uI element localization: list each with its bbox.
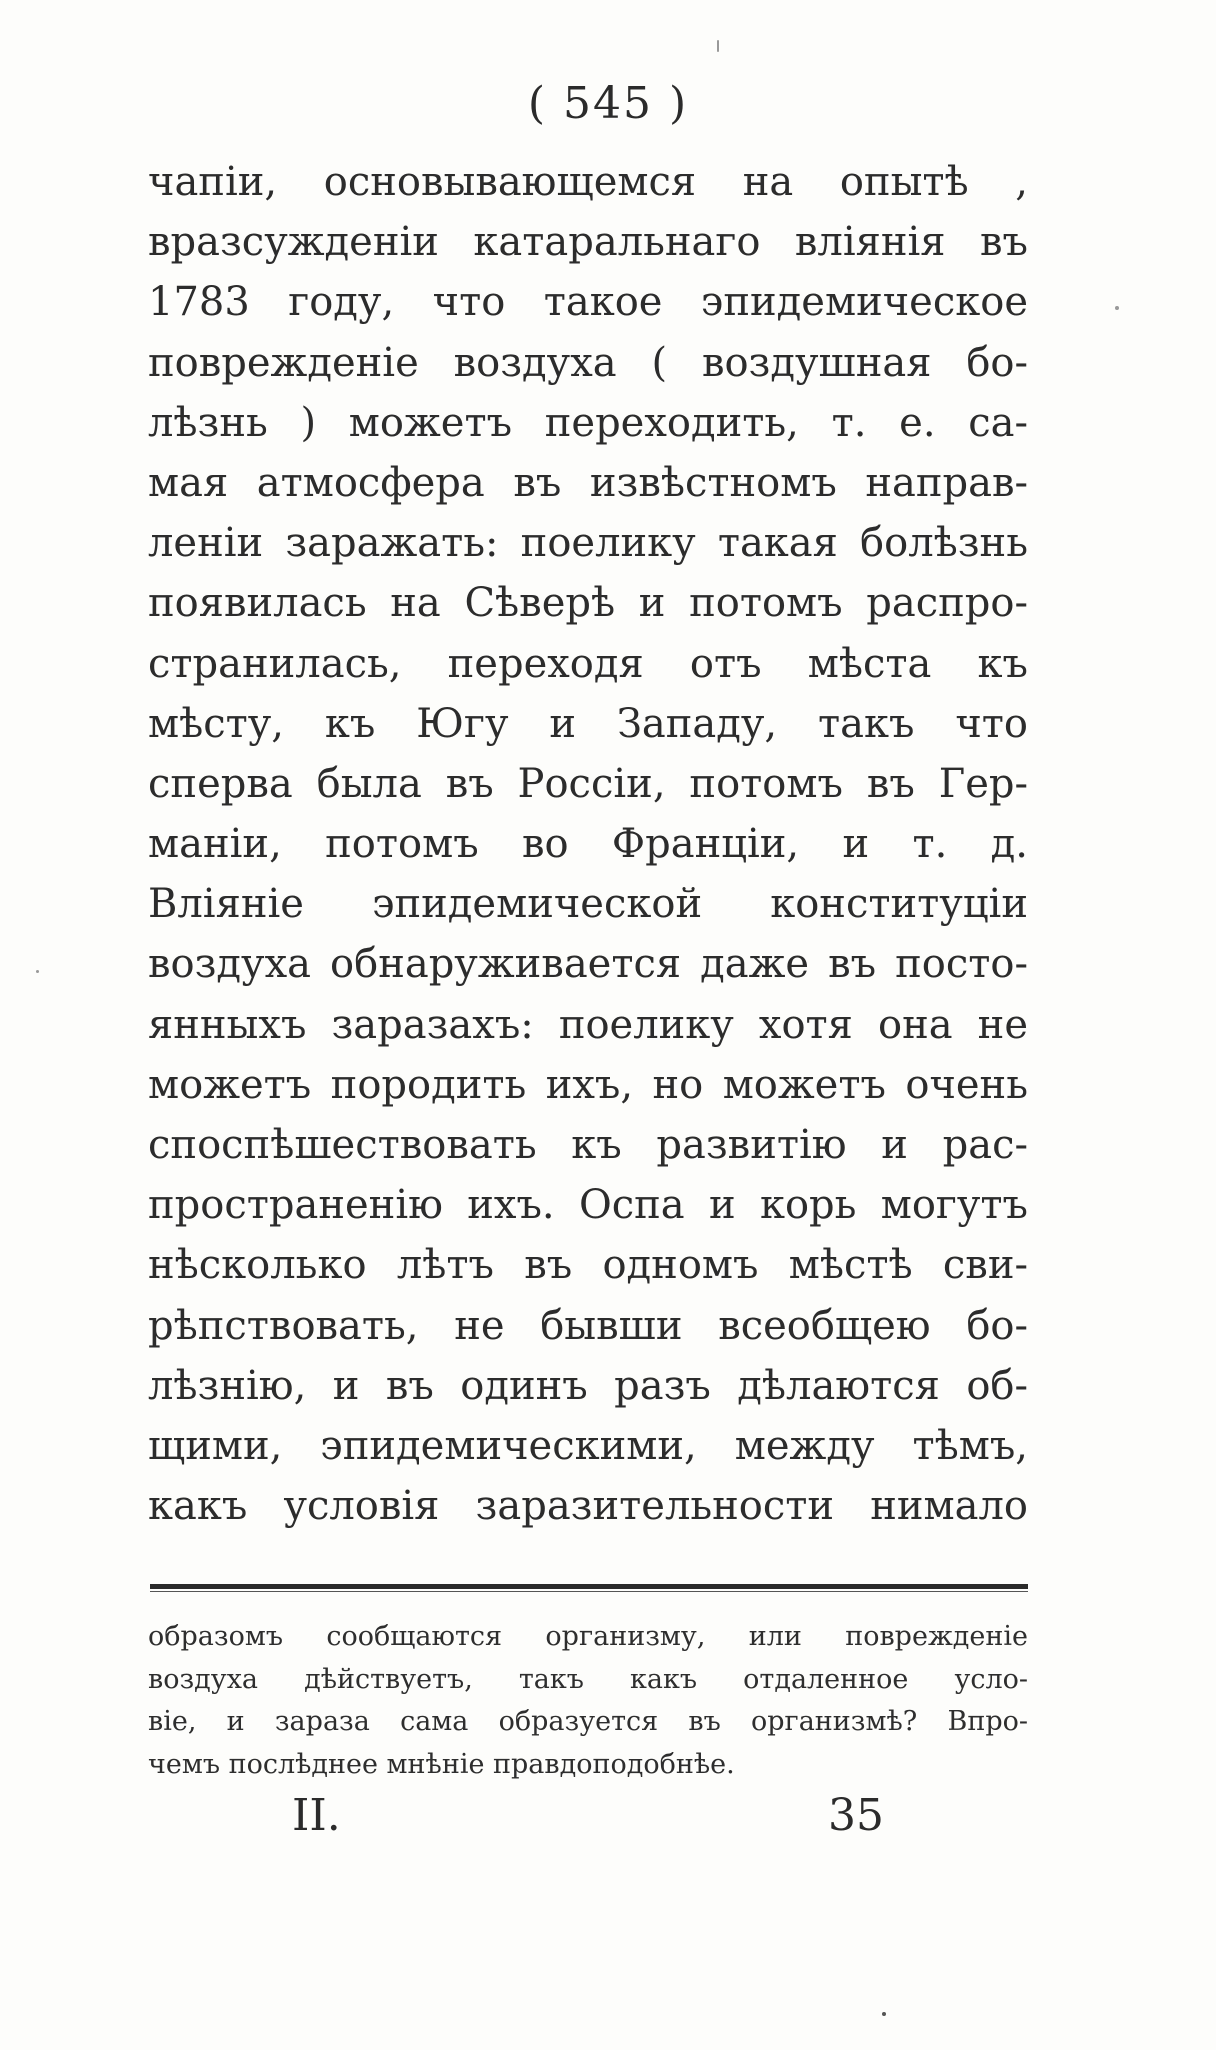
paper-speck	[882, 2012, 886, 2016]
text-line: маніи, потомъ во Франціи, и т. д.	[148, 821, 1028, 868]
text-line: щими, эпидемическими, между тѣмъ,	[148, 1422, 1028, 1469]
paper-speck	[1115, 306, 1119, 310]
text-line: рѣпствовать, не бывши всеобщею бо-	[148, 1302, 1028, 1349]
footnote-line: віе, и зараза сама образуется въ организмѣ? Впро-	[148, 1706, 1028, 1737]
text-line: мѣсту, къ Югу и Западу, такъ что	[148, 700, 1028, 747]
paper-speck	[717, 40, 719, 52]
text-line: лѣзнію, и въ одинъ разъ дѣлаются об-	[148, 1362, 1028, 1409]
text-line: Вліяніе эпидемической конституціи	[148, 881, 1028, 928]
text-line: пространенію ихъ. Оспа и корь могутъ	[148, 1182, 1028, 1229]
signature-mark: II.	[292, 1790, 341, 1841]
text-line: нѣсколько лѣтъ въ одномъ мѣстѣ сви-	[148, 1242, 1028, 1289]
text-line: появилась на Сѣверѣ и потомъ распро-	[148, 580, 1028, 627]
text-line: какъ условія заразительности нимало	[148, 1483, 1028, 1530]
footnote	[148, 1616, 1028, 1786]
text-line: поврежденіе воздуха ( воздушная бо-	[148, 339, 1028, 386]
footnote-divider-thin	[150, 1591, 1028, 1592]
sheet-number: 35	[828, 1790, 884, 1841]
paper-speck	[36, 970, 39, 973]
text-line: лѣзнь ) можетъ переходить, т. е. са-	[148, 399, 1028, 446]
footnote-line: чемъ послѣднее мнѣніе правдоподобнѣе.	[148, 1748, 735, 1780]
text-line: янныхъ заразахъ: поелику хотя она не	[148, 1001, 1028, 1048]
text-line: споспѣшествовать къ развитію и рас-	[148, 1122, 1028, 1168]
text-line: можетъ породить ихъ, но можетъ очень	[148, 1061, 1028, 1108]
text-line: воздуха обнаруживается даже въ посто-	[148, 941, 1028, 988]
text-line: чапіи, основывающемся на опытѣ ,	[148, 159, 1028, 205]
text-line: мая атмосфера въ извѣстномъ направ-	[148, 459, 1028, 506]
text-line: 1783 году, что такое эпидемическое	[148, 279, 1028, 326]
footnote-divider	[150, 1584, 1028, 1589]
page-number: ( 545 )	[527, 78, 689, 129]
text-line: странилась, переходя отъ мѣста къ	[148, 640, 1028, 687]
text-line: леніи заражать: поелику такая болѣзнь	[148, 520, 1028, 567]
footnote-line: образомъ сообщаются организму, или поврежденіе	[148, 1621, 1028, 1652]
text-line: вразсужденіи катаральнаго вліянія въ	[148, 219, 1028, 266]
main-text	[148, 152, 1028, 1536]
footnote-line: воздуха дѣйствуетъ, такъ какъ отдаленное усло-	[148, 1663, 1028, 1695]
text-line: сперва была въ Россіи, потомъ въ Гер-	[148, 760, 1028, 807]
